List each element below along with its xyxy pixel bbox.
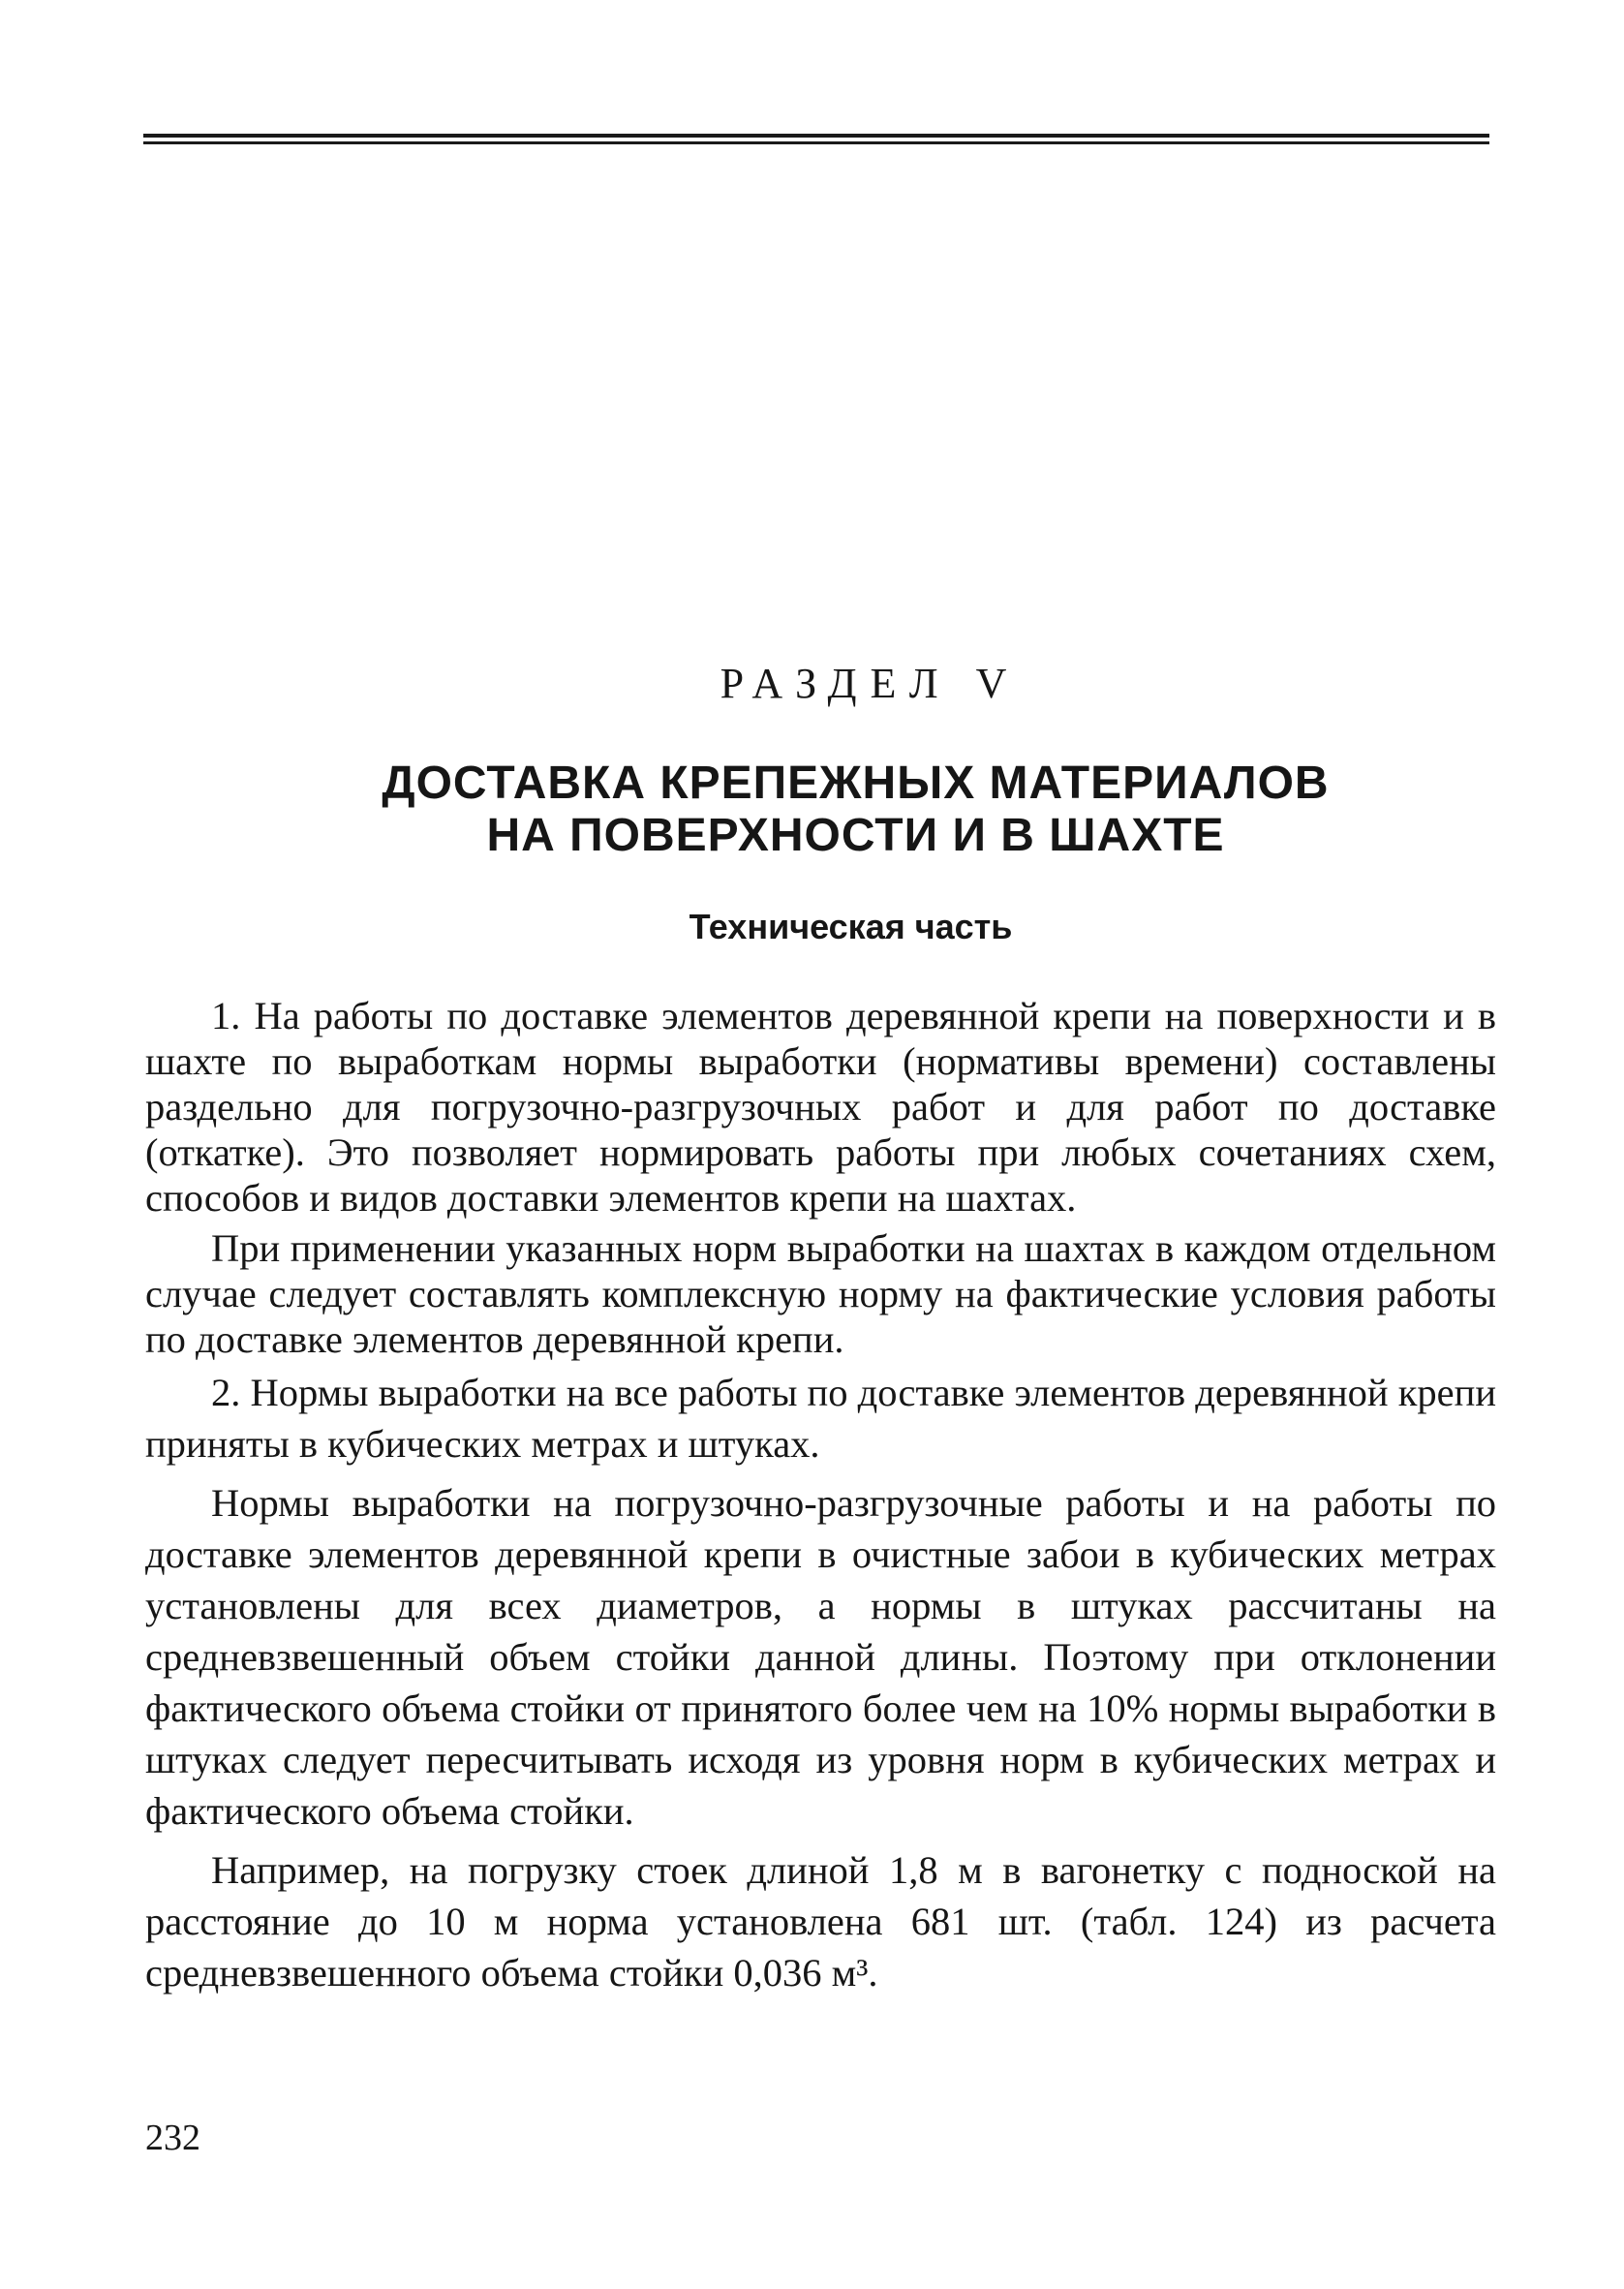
page-title — [0, 758, 1624, 862]
paragraph: 2. Нормы выработки на все работы по доставке элементов деревянной крепи приняты в кубических метрах и штуках. — [145, 1371, 1496, 1466]
paragraph: При применении указанных норм выработки на шахтах в каждом отдельном случае следует составлять комплексную норму на фактические условия работы по доставке элементов деревянной крепи. — [145, 1226, 1496, 1361]
top-rule — [143, 134, 1489, 147]
top-rule-line — [143, 134, 1489, 138]
page-number: 232 — [145, 2118, 200, 2158]
page-title-line-2: НА ПОВЕРХНОСТИ И В ШАХТЕ — [486, 810, 1225, 861]
body-text — [145, 993, 1496, 2006]
section-label: РАЗДЕЛ V — [720, 660, 1021, 707]
top-rule-line — [143, 141, 1489, 144]
page-title-line-1: ДОСТАВКА КРЕПЕЖНЫХ МАТЕРИАЛОВ — [382, 758, 1330, 809]
paragraph: 1. На работы по доставке элементов деревянной крепи на поверхности и в шахте по выработкам нормы выработки (нормативы времени) составлены раздельно для погрузочно-разгрузочных работ и для работ по доставке (откатке). Это позволяет нормировать работы при любых сочетаниях схем, способов и видов доставки элементов крепи на шахтах. — [145, 994, 1496, 1220]
subtitle: Техническая часть — [689, 907, 1013, 946]
paragraph: Например, на погрузку стоек длиной 1,8 м в вагонетку с подноской на расстояние до 10 м норма установлена 681 шт. (табл. 124) из расчета средневзвешенного объема стойки 0,036 м³. — [145, 1848, 1496, 1995]
paragraph: Нормы выработки на погрузочно-разгрузочные работы и на работы по доставке элементов деревянной крепи в очистные забои в кубических метрах установлены для всех диаметров, а нормы в штуках рассчитаны на средневзвешенный объем стойки данной длины. Поэтому при отклонении фактического объема стойки от принятого более чем на 10% нормы выработки в штуках следует пересчитывать исходя из уровня норм в кубических метрах и фактического объема стойки. — [145, 1481, 1496, 1833]
